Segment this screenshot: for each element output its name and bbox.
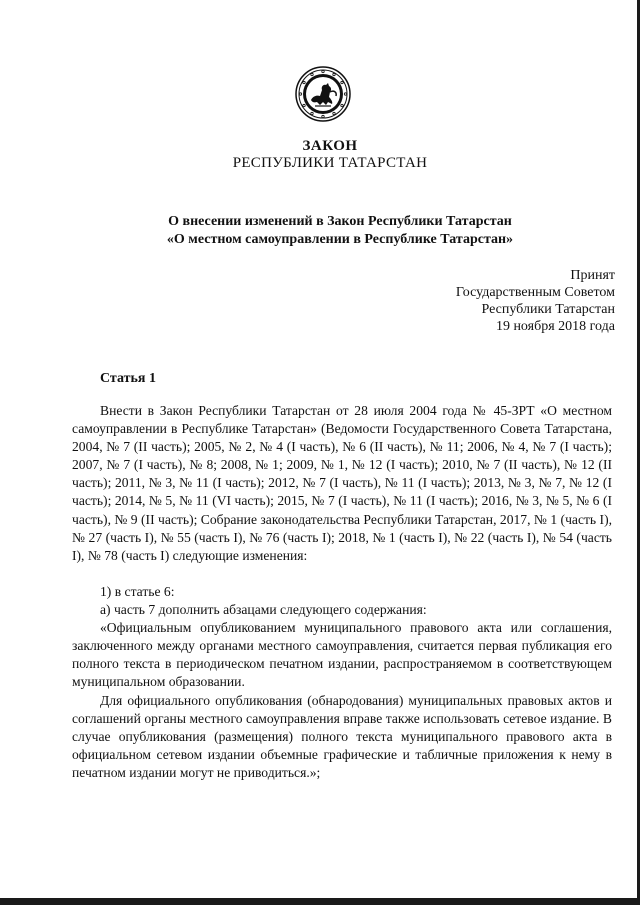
- intro-paragraph: Внести в Закон Республики Татарстан от 28 июля 2004 года № 45-ЗРТ «О местном самоуправлении в Республике Татарстан» (Ведомости Государственного Совета Татарстана, 2004, № 7 (II часть); 2005, № 2, № 4 (I часть), № 6 (II часть), № 11; 2006, № 4, № 7 (I часть); 2007, № 7 (I часть), № 8; 2008, № 1; 2009, № 1, № 12 (I часть); 2010, № 7 (II часть), № 12 (II часть); 2011, № 3, № 11 (I часть); 2012, № 7 (I часть), № 11 (I часть); 2013, № 3, № 7, № 12 (I часть); 2014, № 5, № 11 (VI часть); 2015, № 7 (I часть), № 11 (I часть); 2016, № 3, № 5, № 6 (I часть), № 9 (II часть); Собрание законодательства Республики Татарстан, 2017, № 1 (часть I), № 27 (часть I), № 55 (часть I), № 76 (часть I); 2018, № 1 (часть I), № 22 (часть I), № 54 (часть I), № 78 (часть I) следующие изменения:: [72, 403, 612, 563]
- article-items: [72, 583, 612, 782]
- subject-line: О внесении изменений в Закон Республики Татарстан: [168, 214, 512, 229]
- law-title: ЗАКОН: [302, 138, 358, 154]
- subject-line: «О местном самоуправлении в Республике Татарстан»: [166, 232, 514, 247]
- article-intro: [72, 402, 612, 565]
- tatarstan-coat-of-arms-icon: [295, 66, 351, 122]
- law-subject: [0, 213, 640, 249]
- adoption-line: Республики Татарстан: [481, 302, 615, 317]
- adoption-block: [456, 267, 615, 335]
- scan-edge-bottom: [0, 898, 640, 905]
- item-paragraph: а) часть 7 дополнить абзацами следующего содержания:: [100, 602, 427, 618]
- adoption-date: 19 ноября 2018 года: [495, 319, 615, 334]
- article-heading: Статья 1: [100, 371, 156, 386]
- law-title-republic: РЕСПУБЛИКИ ТАТАРСТАН: [232, 155, 428, 171]
- adoption-line: Государственным Советом: [455, 285, 615, 300]
- quoted-paragraph: «Официальным опубликованием муниципального правового акта или соглашения, заключенного между органами местного самоуправления, считается первая публикация его полного текста в периодическом печатном издании, распространяемом в соответствующем муниципальном образовании.: [72, 620, 612, 690]
- adoption-line: Принят: [570, 268, 615, 283]
- item-paragraph: 1) в статье 6:: [100, 584, 175, 599]
- quoted-paragraph: Для официального опубликования (обнародования) муниципальных правовых актов и соглашений органы местного самоуправления вправе также использовать сетевое издание. В случае опубликования (размещения) полного текста муниципального правового акта в официальном сетевом издании объемные графические и табличные приложения к нему в печатном издании могут не приводиться.»;: [72, 692, 612, 780]
